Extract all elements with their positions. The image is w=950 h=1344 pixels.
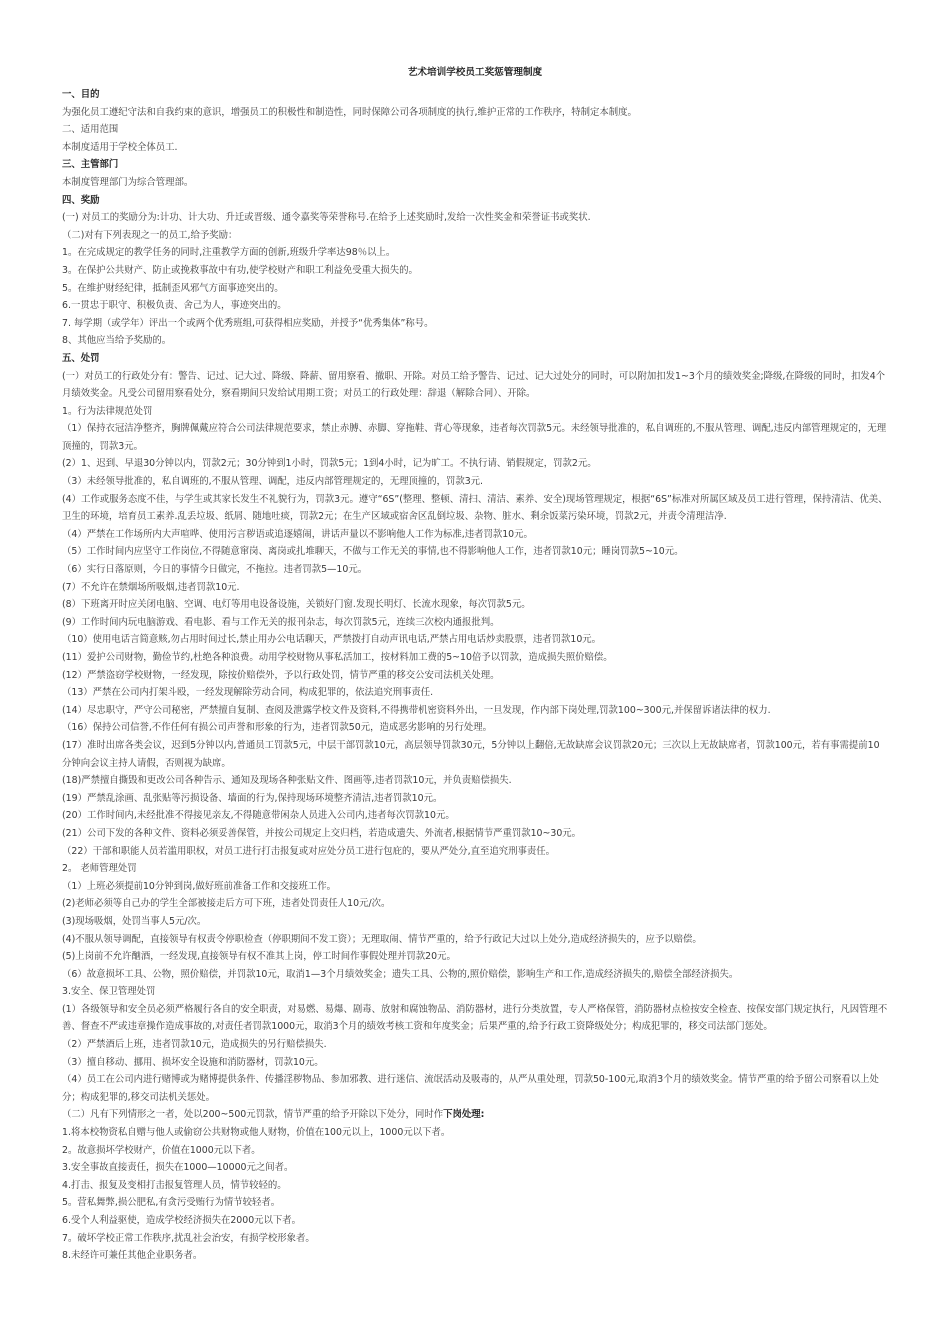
paragraph-text: (19）严禁乱涂画、乱张贴等污损设备、墙面的行为,保持现场环境整齐清洁,违者罚款10元。 [62,792,443,804]
paragraph-text: 2。故意损坏学校财产，价值在1000元以下者。 [62,1144,261,1156]
paragraph [62,332,888,350]
paragraph-text: (一) 对员工的奖励分为:计功、计大功、升迁或晋级、通令嘉奖等荣誉称号.在给予上述奖励时,发给一次性奖金和荣誉证书或奖状. [62,212,591,224]
paragraph [62,1194,888,1212]
section-heading [62,192,888,210]
paragraph [62,983,888,1001]
paragraph-text: （二）凡有下列情形之一者，处以200~500元罚款，情节严重的给予开除以下处分，同时作 [62,1109,444,1121]
paragraph [62,807,888,825]
paragraph-text: 3.安全事故直接责任，损失在1000—10000元之间者。 [62,1162,294,1174]
paragraph-text: (4）工作或服务态度不佳，与学生或其家长发生不礼貌行为，罚款3元。遵守“6S”(整理、整顿、清扫、清洁、素养、安全)现场管理规定，根据“6S”标准对所属区域及员工进行管理，保持清洁、优美、卫生的环境，培育员工素养.乱丢垃圾、纸屑、随地吐痰，罚款2元；在生产区域或宿舍区乱倒垃圾、杂物、脏水、剩余饭菜污染环境，罚款2元，并责令清理洁净. [62,493,888,523]
paragraph-text: (8）下班离开时应关闭电脑、空调、电灯等用电设备设施，关锁好门窗.发现长明灯、长流水现象，每次罚款5元。 [62,599,531,611]
paragraph [62,684,888,702]
paragraph-text: 5。在维护财经纪律，抵制歪风邪气方面事迹突出的。 [62,282,284,294]
paragraph [62,790,888,808]
paragraph-text: (4)不服从领导调配，直接领导有权责令停职检查（停职期间不发工资）；无理取闹、情节严重的，给予行政记大过以上处分,造成经济损失的，应予以赔偿。 [62,933,702,945]
paragraph-text: （二)对有下列表现之一的员工,给予奖励： [62,229,238,241]
paragraph [62,878,888,896]
paragraph [62,649,888,667]
paragraph-text: （4）员工在公司内进行赌博或为赌博提供条件、传播淫秽物品、参加邪教、进行迷信、流氓活动及吸毒的，从严从重处理，罚款50-100元,取消3个月的绩效奖金。情节严重的给予留公司察看以上处分；构成犯罪的,移交司法机关惩处。 [62,1074,879,1103]
section-heading [62,350,888,368]
paragraph-text: (2）1、迟到、早退30分钟以内，罚款2元；30分钟到1小时，罚款5元；1到4小时，记为旷工。不执行请、销假规定，罚款2元。 [62,458,597,470]
paragraph-text: (11）爱护公司财物，勤俭节约,杜绝各种浪费。动用学校财物从事私活加工，按材料加工费的5~10倍予以罚款，造成损失照价赔偿。 [62,652,613,663]
paragraph-text: (21）公司下发的各种文件、资料必须妥善保管，并按公司规定上交归档，若造成遗失、外流者,根据情节严重罚款10~30元。 [62,827,582,839]
paragraph-text: 7. 每学期（或学年）评出一个或两个优秀班组,可获得相应奖励，并授予“优秀集体”称号。 [62,317,434,329]
paragraph-text: （16）保持公司信誉,不作任何有损公司声誉和形象的行为，违者罚款50元，造成恶劣影响的另行处理。 [62,722,492,734]
paragraph [62,614,888,632]
paragraph [62,315,888,333]
paragraph [62,931,888,949]
paragraph-text: （2）严禁酒后上班，违者罚款10元，造成损失的另行赔偿损失. [62,1039,327,1051]
paragraph [62,772,888,790]
document-body [62,86,888,1265]
paragraph-text: （6）实行日落原则，今日的事情今日做完，不拖拉。违者罚款5—10元。 [62,564,368,576]
paragraph [62,1054,888,1072]
paragraph [62,473,888,491]
paragraph [62,1001,888,1036]
bold-suffix: 下岗处理: [443,1109,485,1121]
paragraph [62,579,888,597]
paragraph-text: (一）对员工的行政处分有：警告、记过、记大过、降级、降薪、留用察看、撤职、开除。对员工给予警告、记过、记大过处分的同时，可以附加扣发1~3个月的绩效奖金;降级,在降级的同时，扣发4个月绩效奖金。凡受公司留用察看处分，察看期间只发给试用期工资；对员工的行政处理：辞退（解除合同）、开除。 [62,370,886,400]
paragraph [62,403,888,421]
paragraph [62,737,888,772]
paragraph-text: 3。在保护公共财产、防止或挽救事故中有功,使学校财产和职工利益免受重大损失的。 [62,264,418,276]
paragraph [62,719,888,737]
paragraph-text: (17）准时出席各类会议，迟到5分钟以内,普通员工罚款5元，中层干部罚款10元，高层领导罚款30元，5分钟以上翻倍,无故缺席会议罚款20元；三次以上无故缺席者，罚款100元，若有事需提前10分钟向会议主持人请假，否则视为缺席。 [62,739,880,769]
paragraph [62,1124,888,1142]
paragraph [62,420,888,455]
paragraph-text: 三、主管部门 [62,159,119,171]
paragraph-text: 本制度管理部门为综合管理部。 [62,176,194,188]
section-heading [62,156,888,174]
paragraph-text: （5）工作时间内应坚守工作岗位,不得随意窜岗、离岗或扎堆聊天，不做与工作无关的事情,也不得影响他人工作，违者罚款10元；睡岗罚款5~10元。 [62,546,684,558]
paragraph [62,860,888,878]
paragraph-text: （22）干部和职能人员若滥用职权，对员工进行打击报复或对应处分员工进行包庇的，要从严处分,直至追究刑事责任。 [62,845,556,857]
paragraph-text: 7。破坏学校正常工作秩序,扰乱社会治安，有损学校形象者。 [62,1232,315,1244]
paragraph [62,455,888,473]
paragraph [62,1106,888,1124]
paragraph-text: （3）未经领导批准的，私自调班的,不服从管理、调配，违反内部管理规定的，无理顶撞的，罚款3元. [62,476,484,488]
paragraph-text: 二、适用范围 [62,124,119,136]
paragraph-text: （3）擅自移动、挪用、损坏安全设施和消防器材，罚款10元。 [62,1056,324,1068]
paragraph-text: （1）保持衣冠洁净整齐，胸牌佩戴应符合公司法律规范要求，禁止赤膊、赤脚、穿拖鞋、背心等现象，违者每次罚款5元。未经领导批准的，私自调班的,不服从管理、调配,违反内部管理规定的，无理顶撞的，罚款3元。 [62,423,887,452]
paragraph [62,368,888,403]
paragraph [62,1230,888,1248]
paragraph [62,1247,888,1265]
paragraph-text: 1。在完成规定的教学任务的同时,注重教学方面的创新,班级升学率达98％以上。 [62,247,396,259]
paragraph-text: 四、奖励 [62,194,100,206]
paragraph-text: 2。 老师管理处罚 [62,863,137,875]
paragraph-text: 为强化员工遵纪守法和自我约束的意识，增强员工的积极性和制造性，同时保障公司各项制度的执行,维护正常的工作秩序，特制定本制度。 [62,106,637,118]
paragraph [62,543,888,561]
paragraph [62,702,888,720]
paragraph [62,1036,888,1054]
paragraph-text: (2)老师必须等自己办的学生全部被接走后方可下班，违者处罚责任人10元/次。 [62,898,391,910]
paragraph-text: (12）严禁盗窃学校财物，一经发现，除按价赔偿外，予以行政处罚，情节严重的移交公安司法机关处理。 [62,669,500,681]
paragraph [62,966,888,984]
paragraph [62,526,888,544]
paragraph-text: 5。营私舞弊,损公肥私,有贪污受贿行为情节较轻者。 [62,1197,281,1209]
paragraph-text: （1）上班必须提前10分钟到岗,做好班前准备工作和交接班工作。 [62,880,337,892]
paragraph-text: 本制度适用于学校全体员工. [62,141,178,153]
paragraph-text: 3.安全、保卫管理处罚 [62,986,156,998]
paragraph [62,1142,888,1160]
section-heading [62,86,888,104]
paragraph-text: 8.未经许可兼任其他企业职务者。 [62,1250,203,1262]
paragraph-text: (7）不允许在禁烟场所吸烟,违者罚款10元. [62,581,240,593]
paragraph [62,1159,888,1177]
paragraph [62,1071,888,1106]
paragraph-text: 五、处罚 [62,352,100,364]
paragraph-text: (20）工作时间内,未经批准不得接见亲友,不得随意带闲杂人员进入公司内,违者每次罚款10元。 [62,810,455,822]
paragraph [62,1177,888,1195]
paragraph-text: 一、目的 [62,89,100,100]
paragraph [62,121,888,139]
paragraph [62,913,888,931]
paragraph-text: (9）工作时间内玩电脑游戏、看电影、看与工作无关的报刊杂志，每次罚款5元，连续三次校内通报批判。 [62,616,500,628]
paragraph [62,104,888,122]
paragraph-text: 6.受个人利益驱使，造成学校经济损失在2000元以下者。 [62,1215,302,1226]
paragraph-text: （4）严禁在工作场所内大声喧哗、使用污言秽语或追逐嬉闹，讲话声量以不影响他人工作为标准,违者罚款10元。 [62,528,533,540]
paragraph [62,297,888,315]
paragraph [62,262,888,280]
paragraph [62,631,888,649]
document-title: 艺术培训学校员工奖惩管理制度 [407,67,543,78]
paragraph [62,895,888,913]
paragraph-text: （13）严禁在公司内打架斗殴，一经发现解除劳动合同，构成犯罪的，依法追究刑事责任. [62,687,434,699]
paragraph [62,227,888,245]
paragraph [62,667,888,685]
paragraph-text: (5)上岗前不允许酗酒，一经发现,直接领导有权不准其上岗，停工时间作事假处理并罚款20元。 [62,951,456,963]
paragraph-text: (3)现场吸烟，处罚当事人5元/次。 [62,915,207,927]
paragraph-text: 1.将本校物资私自赠与他人或偷窃公共财物或他人财物，价值在100元以上，1000元以下者。 [62,1127,451,1139]
paragraph [62,596,888,614]
paragraph-text: 4.打击、报复及变相打击报复管理人员，情节较轻的。 [62,1179,287,1191]
paragraph [62,948,888,966]
paragraph [62,139,888,157]
paragraph-text: (1）各级领导和安全员必须严格履行各自的安全职责，对易燃、易爆、剧毒、放射和腐蚀物品、消防器材，进行分类放置，专人严格保管，消防器材点检按安全检查、按保安部门规定执行，凡因管理不善、督查不严或违章操作造成事故的,对责任者罚款1000元，取消3个月的绩效考核工资和年度奖金；后果严重的,给予行政工资降级处分；构成犯罪的，移交司法部门惩处。 [62,1003,888,1033]
paragraph-text: 6.一贯忠于职守、积极负责、舍己为人，事迹突出的。 [62,300,287,312]
paragraph [62,491,888,526]
paragraph-text: 1。行为法律规范处罚 [62,405,153,417]
paragraph [62,174,888,192]
paragraph-text: 8、其他应当给予奖励的。 [62,335,172,347]
paragraph [62,1212,888,1230]
paragraph [62,209,888,227]
paragraph [62,825,888,843]
paragraph [62,561,888,579]
paragraph-text: （10）使用电话言简意赅,勿占用时间过长,禁止用办公电话聊天，严禁拨打自动声讯电话,严禁占用电话炒卖股票，违者罚款10元。 [62,634,602,646]
paragraph-text: (18)严禁擅自撕毁和更改公司各种告示、通知及现场各种张贴文件、图画等,违者罚款10元，并负责赔偿损失. [62,775,512,787]
paragraph-text: (14）尽忠职守，严守公司秘密，严禁擅自复制、查阅及泄露学校文件及资料,不得携带机密资料外出，一旦发现，作内部下岗处理,罚款100~300元,并保留诉诸法律的权力. [62,704,771,716]
paragraph [62,280,888,298]
paragraph-text: （6）故意损坏工具、公物，照价赔偿，并罚款10元，取消1—3个月绩效奖金；遗失工具、公物的,照价赔偿，影响生产和工作,造成经济损失的,赔偿全部经济损失。 [62,968,739,980]
paragraph [62,843,888,861]
paragraph [62,244,888,262]
